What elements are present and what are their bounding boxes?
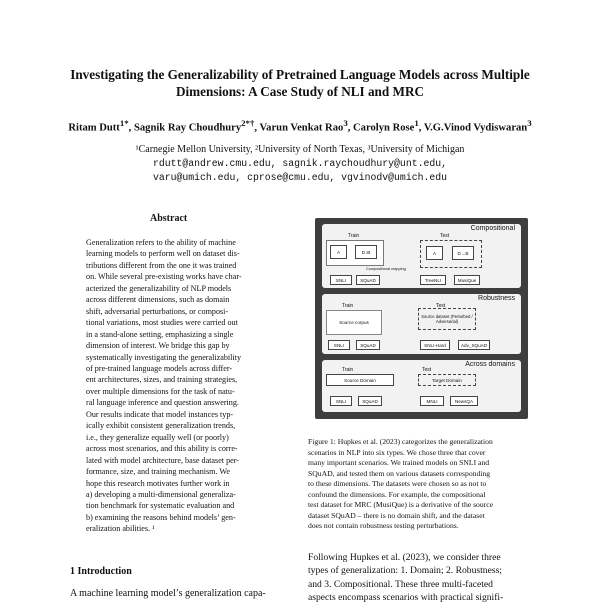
panel-title: Compositional: [470, 225, 515, 232]
author-mark: 2*†: [241, 118, 255, 128]
caption-line: dataset SQuAD – there is no domain shift, and the dataset: [308, 510, 485, 520]
test-label: Test: [440, 233, 450, 239]
email-line: rdutt@andrew.cmu.edu, sagnik.raychoudhury@unt.edu,: [153, 158, 447, 169]
abstract-line: systematically investigating the generalizability: [86, 352, 242, 362]
abstract-line: i.e., they generalize equally well (or poorly): [86, 432, 229, 442]
abstract-line: ically exhibit consistent generalization trends,: [86, 421, 236, 431]
dataset-box: SQuAD: [356, 275, 380, 285]
abstract-line: on. While several pre-existing works have char-: [86, 272, 242, 282]
abstract-line: learning models to perform well on dataset dis-: [86, 249, 240, 259]
caption-line: confound the dimensions. For example, the compositional: [308, 489, 486, 499]
abstract-line: Generalization refers to the ability of machine: [86, 238, 236, 247]
intro-first-line: A machine learning model’s generalization capa-: [70, 588, 266, 599]
source-box: Source corpus: [326, 310, 382, 335]
panel-title: Robustness: [478, 295, 515, 302]
dataset-box: SNLI: [330, 275, 352, 285]
dataset-box: MusiQue: [454, 275, 480, 285]
author-list: Ritam Dutt$^{1*}$, Sagnik Ray Choudhury$^{2*\dagger}$, Varun Venkat Rao$^3$, Carolyn Rose$^1$, V.G.Vinod Vydiswaran$^3$: [68, 118, 532, 134]
body-line: types of generalization: 1. Domain; 2. Robustness;: [308, 565, 502, 577]
panel-robustness: [322, 294, 521, 354]
dataset-box: SNLI-Hard: [420, 340, 450, 350]
panel-compositional: [322, 224, 521, 288]
dataset-box: TreeNLI: [420, 275, 446, 285]
dataset-box: SQuAD: [356, 340, 380, 350]
abstract-line: lated with model architecture, base dataset per-: [86, 455, 240, 465]
figure-1: [315, 218, 528, 419]
arrow-note: Compositional mapping: [366, 267, 406, 271]
author-mark: 1: [414, 118, 419, 128]
caption-line: test dataset for MRC (MusiQue) is a derivative of the source: [308, 500, 494, 509]
abstract-line: b) examining the reasons behind models’ gen-: [86, 512, 236, 522]
caption-line: to these dimensions. The datasets were chosen so as not to: [308, 479, 487, 488]
test-box-a: A: [426, 246, 443, 260]
abstract-line: tional variations, most studies were carried out: [86, 318, 238, 328]
panel-title: Across domains: [465, 361, 515, 368]
dataset-box: Adv_SQuAD: [458, 340, 490, 350]
test-box-b: D→B: [452, 246, 474, 260]
right-column-text: [308, 551, 538, 605]
dataset-box: MNLI: [420, 396, 444, 406]
body-line: Following Hupkes et al. (2023), we consider three: [308, 552, 501, 563]
caption-line: SQuAD, and tested them on various datasets corresponding: [308, 468, 491, 478]
abstract-line: tion benchmark for systematic evaluation and: [86, 501, 235, 511]
abstract-line: ent architectures, sizes, and training strategies,: [86, 375, 238, 385]
author-name: Carolyn Rose: [353, 122, 415, 134]
author-mark: 3: [343, 118, 348, 128]
train-box-b: D↓B: [355, 245, 377, 259]
abstract-line: across different dimensions, such as domain: [86, 295, 230, 305]
abstract-line: hope this research motivates further work in: [86, 478, 230, 488]
dataset-box: SNLI: [330, 396, 352, 406]
caption-line: scenarios in NLP into six types. We chose three that cover: [308, 447, 486, 457]
figure-caption: [308, 437, 536, 532]
section-heading: 1 Introduction: [70, 566, 132, 577]
abstract-line: eralization abilities. ¹: [86, 524, 155, 534]
abstract-line: across most scenarios, and this ability is corre-: [86, 444, 238, 454]
email-line: varu@umich.edu, cprose@cmu.edu, vgvinodv@umich.edu: [153, 172, 447, 183]
body-line: aspects encompass scenarios with practical signifi-: [308, 592, 504, 604]
target-domain-box: Target Domain: [418, 374, 476, 386]
author-name: Ritam Dutt: [68, 122, 120, 134]
paper-title: Investigating the Generalizability of Pretrained Language Models across Multiple Dimensions: A Case Study of NLI and MRC: [70, 67, 530, 99]
abstract-line: shift, adversarial perturbations, or composi-: [86, 306, 229, 316]
train-label: Train: [342, 367, 354, 373]
abstract-line: acterized the generalizability of NLP models: [86, 283, 232, 293]
author-name: Varun Venkat Rao: [259, 122, 344, 134]
author-mark: 3: [527, 118, 532, 128]
dataset-box: NewsQA: [450, 396, 478, 406]
panel-across-domains: [322, 360, 521, 412]
caption-line: does not contain robustness testing perturbations.: [308, 521, 459, 530]
abstract-line: dimension of interest. We bridge this gap by: [86, 341, 230, 351]
dataset-box: SQuAD: [358, 396, 382, 406]
source-domain-box: Source Domain: [326, 374, 394, 386]
caption-line: Figure 1: Hupkes et al. (2023) categorizes the generalization: [308, 437, 493, 446]
abstract-heading: Abstract: [150, 213, 188, 224]
caption-line: many important scenarios. We trained models on SNLI and: [308, 458, 490, 467]
author-mark: 1*: [119, 118, 129, 128]
body-line: and 3. Compositional. These three multi-faceted: [308, 578, 493, 590]
abstract-line: formance, size, and training mechanism. We: [86, 467, 231, 477]
affiliations: ¹Carnegie Mellon University, ²University of North Texas, ³University of Michigan: [135, 144, 465, 155]
train-label: Train: [348, 233, 360, 239]
test-label: Test: [422, 367, 432, 373]
dataset-box: SNLI: [328, 340, 350, 350]
author-name: Sagnik Ray Choudhury: [133, 122, 242, 134]
abstract-line: a) developing a multi-dimensional generaliza-: [86, 489, 236, 499]
abstract-line: ral language inference and question answering.: [86, 398, 239, 408]
abstract-line: over multiple dimensions for the task of natu-: [86, 386, 235, 396]
test-box: Source dataset (Perturbed / Adversarial): [418, 308, 476, 330]
author-name: V.G.Vinod Vydiswaran: [423, 122, 528, 134]
train-box-a: A: [330, 245, 347, 259]
abstract-line: of pre-trained language models across differ-: [86, 363, 233, 373]
train-label: Train: [342, 303, 354, 309]
abstract-line: in a stand-alone setting, emphasizing a single: [86, 329, 234, 339]
abstract-line: Our results indicate that model instances typ-: [86, 409, 234, 419]
email-list: [40, 157, 560, 185]
abstract-line: tributions different from the one it was trained: [86, 260, 237, 270]
test-label: Test: [436, 303, 446, 309]
abstract-body: [86, 237, 298, 535]
